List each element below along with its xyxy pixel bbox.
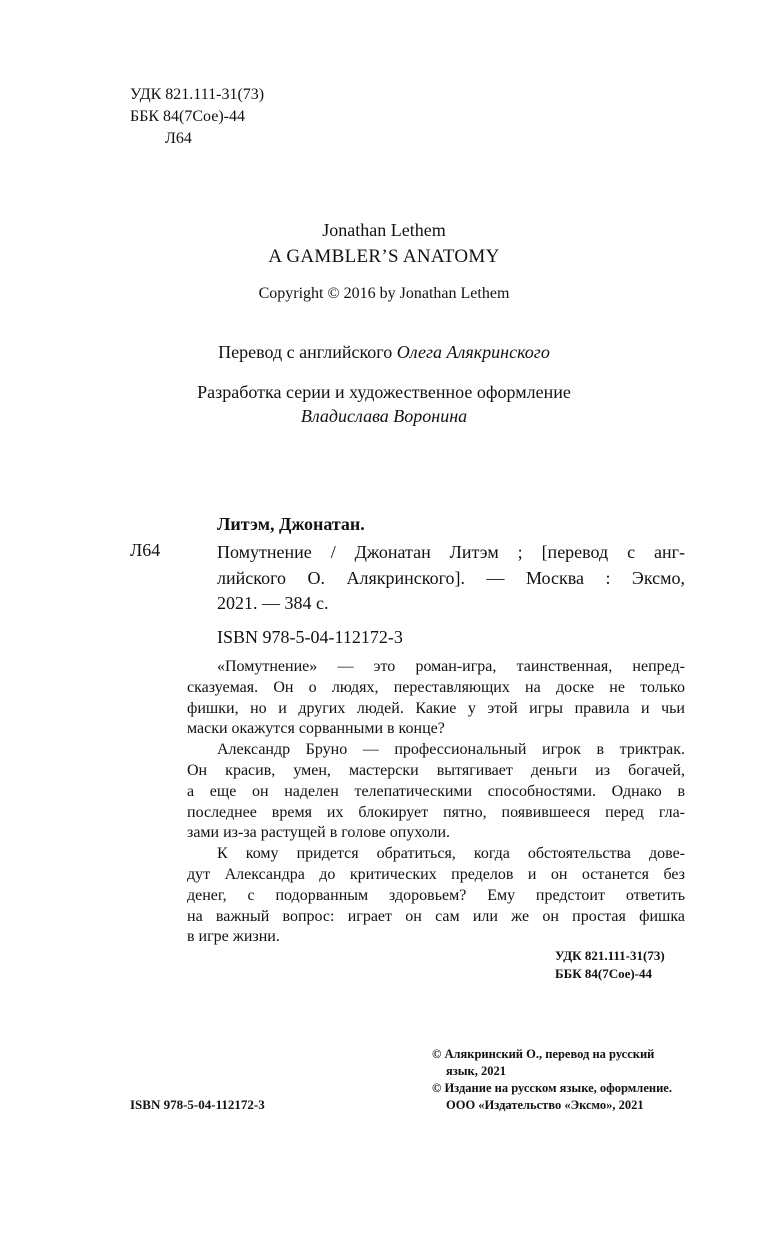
catalog-cipher: Л64 xyxy=(130,540,161,560)
translation-copyright-cont: язык, 2021 xyxy=(446,1064,506,1078)
translation-credit xyxy=(0,342,768,363)
annotation-line: Он красив, умен, мастерски вытягивает деньги из богачей, xyxy=(187,761,685,779)
annotation-line: маски окажутся сорванными в конце? xyxy=(187,720,445,738)
annotation-line: К кому придется обратиться, когда обстоятельства дове- xyxy=(217,845,685,863)
annotation-line: дут Александра до критических пределов и он останется без xyxy=(187,865,685,883)
bbk-code: ББК 84(7Сое)-44 xyxy=(130,108,245,125)
designer-name: Владислава Воронина xyxy=(300,406,468,426)
catalog-isbn: ISBN 978-5-04-112172-3 xyxy=(217,627,403,647)
udk-block xyxy=(130,84,264,150)
classification-udk: УДК 821.111-31(73) xyxy=(555,948,665,963)
annotation-line: денег, с подорванным здоровьем? Ему предстоит ответить xyxy=(187,886,685,904)
udk-code: УДК 821.111-31(73) xyxy=(130,86,265,103)
annotation-line: а еще он наделен телепатическими способностями. Однако в xyxy=(187,782,685,800)
catalog-author-heading: Литэм, Джонатан. xyxy=(217,514,365,534)
series-design-credit: Разработка серии и художественное оформление xyxy=(197,382,571,402)
translation-copyright: © Алякринский О., перевод на русский xyxy=(432,1047,655,1061)
edition-copyright-cont: ООО «Издательство «Эксмо», 2021 xyxy=(446,1098,644,1112)
original-copyright: Copyright © 2016 by Jonathan Lethem xyxy=(258,285,510,302)
annotation-line: Александр Бруно — профессиональный игрок в триктрак. xyxy=(217,741,685,759)
original-title: A GAMBLER’S ANATOMY xyxy=(268,246,500,267)
catalog-description xyxy=(217,540,685,617)
annotation xyxy=(187,657,685,948)
footer-isbn: ISBN 978-5-04-112172-3 xyxy=(130,1097,265,1112)
annotation-line: зами из-за растущей в голове опухоли. xyxy=(187,824,451,842)
translation-prefix: Перевод с английского xyxy=(218,342,393,362)
description-line: Помутнение / Джонатан Литэм ; [перевод с анг- xyxy=(217,542,685,562)
translator-name: Олега Алякринского xyxy=(396,342,550,362)
classification-codes xyxy=(555,947,665,983)
classification-bbk: ББК 84(7Сое)-44 xyxy=(555,966,653,981)
annotation-line: сказуемая. Он о людях, переставляющих на доске не только xyxy=(187,678,685,696)
annotation-line: на важный вопрос: играет он сам или же он простая фишка xyxy=(187,907,685,925)
annotation-line: фишки, но и других людей. Какие у этой игры правила и чьи xyxy=(187,699,685,717)
annotation-line: последнее время их блокирует пятно, появившееся перед гла- xyxy=(187,803,685,821)
description-line: лийского О. Алякринского]. — Москва : Эксмо, xyxy=(217,567,685,588)
original-author: Jonathan Lethem xyxy=(322,220,446,240)
annotation-line: «Помутнение» — это роман-игра, таинственная, непред- xyxy=(217,658,685,675)
annotation-line: в игре жизни. xyxy=(187,928,280,946)
author-mark: Л64 xyxy=(165,130,192,147)
description-line: 2021. — 384 с. xyxy=(217,593,329,613)
edition-copyright: © Издание на русском языке, оформление. xyxy=(432,1081,672,1095)
copyright-notes xyxy=(432,1046,672,1114)
